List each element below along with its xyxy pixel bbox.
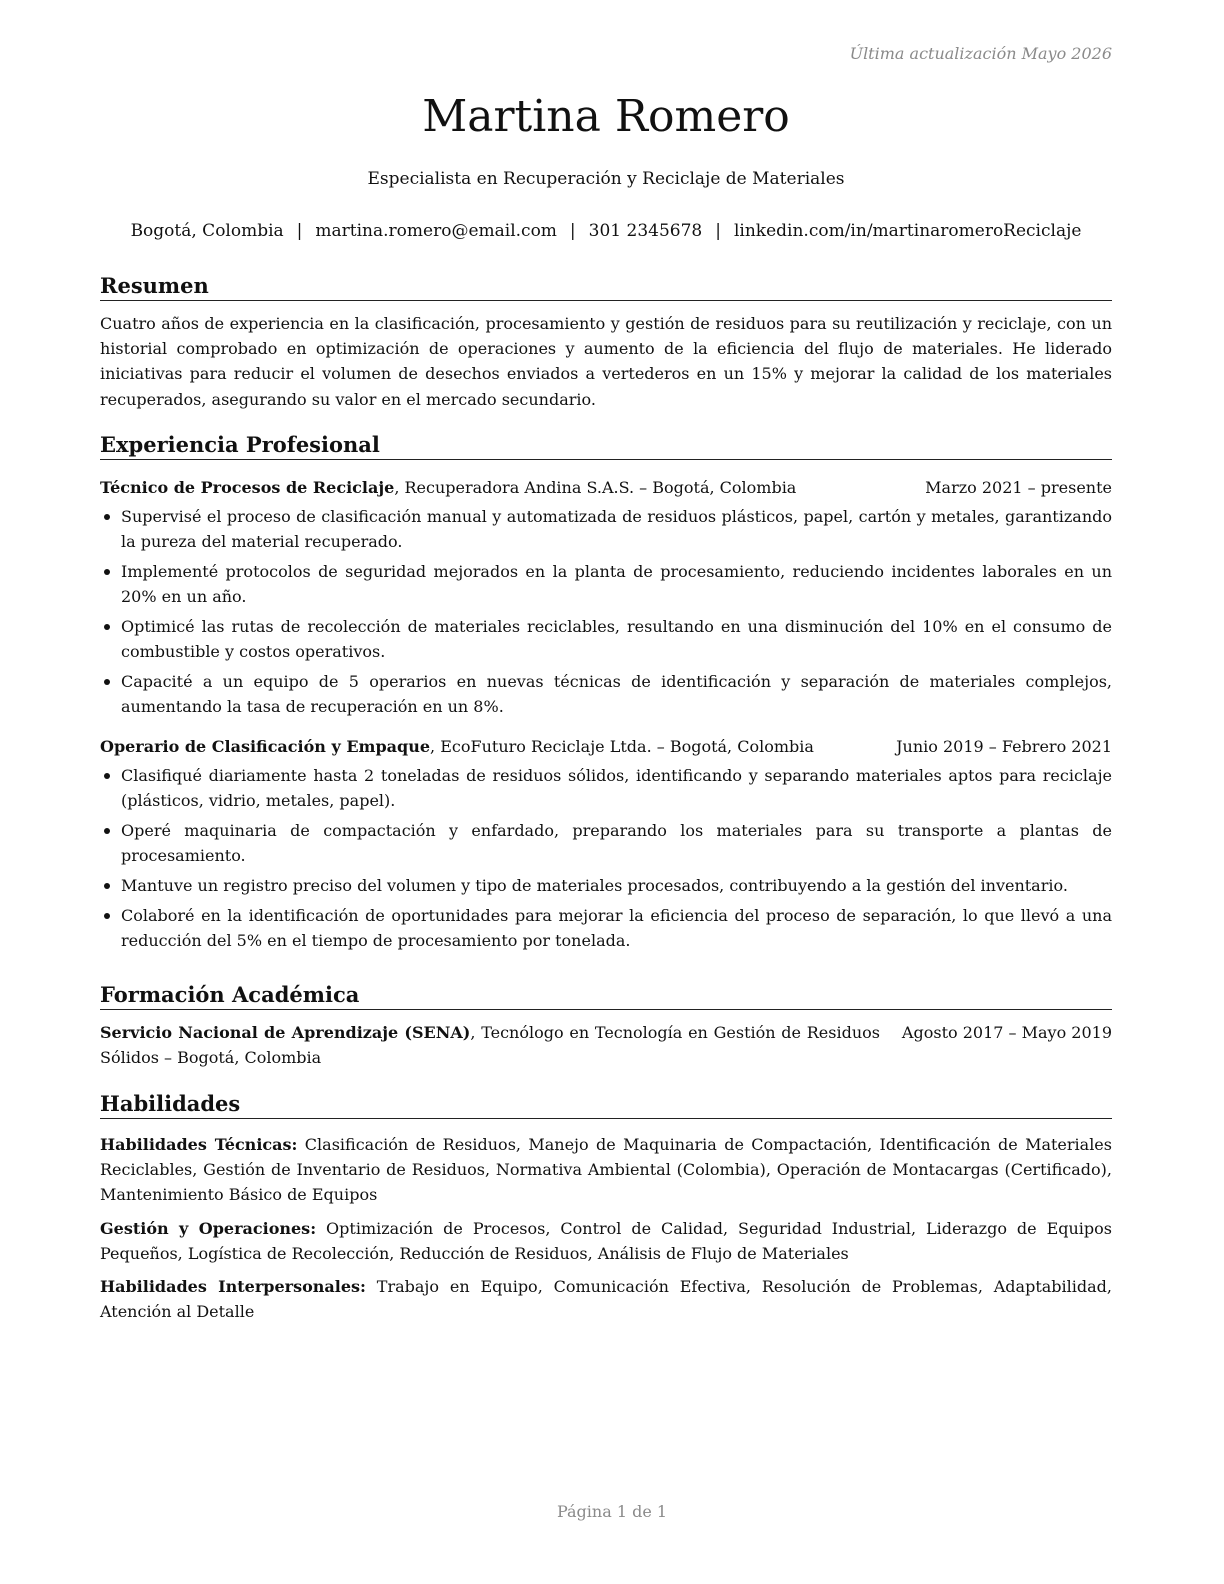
section-heading-skills: Habilidades <box>100 1090 1112 1119</box>
education-section <box>100 981 1112 1070</box>
education-institution: Servicio Nacional de Aprendizaje (SENA) <box>100 1023 471 1042</box>
skill-group <box>100 1216 1112 1266</box>
job-bullet: Implementé protocolos de seguridad mejorados en la planta de procesamiento, reduciendo incidentes laborales en un 20% en un año. <box>100 559 1112 609</box>
job-bullets <box>100 763 1112 953</box>
experience-section <box>100 431 1112 958</box>
skill-group <box>100 1274 1112 1324</box>
job-company: , EcoFuturo Reciclaje Ltda. – Bogotá, Colombia <box>430 737 814 757</box>
job-bullet: Mantuve un registro preciso del volumen y tipo de materiales procesados, contribuyendo a la gestión del inventario. <box>100 873 1112 898</box>
contact-separator: | <box>715 221 721 241</box>
job-bullet: Supervisé el proceso de clasificación manual y automatizada de residuos plásticos, papel, cartón y metales, garantizando la pureza del material recuperado. <box>100 504 1112 554</box>
candidate-title: Especialista en Recuperación y Reciclaje de Materiales <box>367 169 845 189</box>
job-company: , Recuperadora Andina S.A.S. – Bogotá, Colombia <box>394 478 797 497</box>
summary-section <box>100 272 1112 412</box>
education-entry <box>100 1020 1112 1070</box>
contact-location: Bogotá, Colombia <box>130 221 284 241</box>
skill-group-label: Habilidades Interpersonales: <box>100 1277 366 1297</box>
job-role: Operario de Clasificación y Empaque <box>100 737 431 757</box>
page-number: Página 1 de 1 <box>556 1502 668 1521</box>
job-dates: Junio 2019 – Febrero 2021 <box>896 737 1112 757</box>
job-header <box>100 475 1112 500</box>
contact-separator: | <box>569 221 576 241</box>
skill-group-text: Trabajo en Equipo, Comunicación Efectiva, Resolución de Problemas, Adaptabilidad, Atención al Detalle <box>100 1277 1113 1322</box>
job-entry <box>100 734 1112 953</box>
skill-group-text: Clasificación de Residuos, Manejo de Maquinaria de Compactación, Identificación de Materiales Reciclables, Gestión de Inventario de Residuos, Normativa Ambiental (Colombia), Operación de Montacargas (Certificado), Mantenimiento Básico de Equipos <box>100 1135 1112 1205</box>
education-dates: Agosto 2017 – Mayo 2019 <box>901 1023 1112 1042</box>
candidate-name: Martina Romero <box>422 91 790 142</box>
contact-line <box>100 218 1112 244</box>
job-bullet: Optimicé las rutas de recolección de materiales reciclables, resultando en una disminución del 10% en el consumo de combustible y costos operativos. <box>100 614 1112 664</box>
job-bullet: Clasifiqué diariamente hasta 2 toneladas de residuos sólidos, identificando y separando materiales aptos para reciclaje (plásticos, vidrio, metales, papel). <box>100 763 1112 813</box>
skills-section <box>100 1090 1112 1332</box>
job-header <box>100 734 1112 759</box>
contact-separator: | <box>296 221 303 241</box>
last-updated: Última actualización Mayo 2026 <box>849 44 1112 63</box>
resume-page <box>100 0 1112 1584</box>
section-heading-education: Formación Académica <box>100 981 1112 1010</box>
skill-group-label: Gestión y Operaciones: <box>100 1218 317 1238</box>
contact-phone: 301 2345678 <box>588 221 703 241</box>
education-detail: , Tecnólogo en Tecnología en Gestión de Residuos Sólidos – Bogotá, Colombia <box>100 1023 880 1068</box>
section-heading-summary: Resumen <box>100 272 1112 301</box>
job-bullet: Capacité a un equipo de 5 operarios en nuevas técnicas de identificación y separación de materiales complejos, aumentando la tasa de recuperación en un 8%. <box>100 669 1112 719</box>
skill-group <box>100 1132 1112 1208</box>
job-bullet: Operé maquinaria de compactación y enfardado, preparando los materiales para su transporte a plantas de procesamiento. <box>100 818 1112 868</box>
summary-text: Cuatro años de experiencia en la clasificación, procesamiento y gestión de residuos para su reutilización y reciclaje, con un historial comprobado en optimización de operaciones y aumento de la eficiencia del flujo de materiales. He liderado iniciativas para reducir el volumen de desechos enviados a vertederos en un 15% y mejorar la calidad de los materiales recuperados, asegurando su valor en el mercado secundario. <box>100 314 1112 409</box>
skill-group-text: Optimización de Procesos, Control de Calidad, Seguridad Industrial, Liderazgo de Equipos Pequeños, Logística de Recolección, Reducción de Residuos, Análisis de Flujo de Materiales <box>100 1218 1113 1263</box>
job-bullet: Colaboré en la identificación de oportunidades para mejorar la eficiencia del proceso de separación, lo que llevó a una reducción del 5% en el tiempo de procesamiento por tonelada. <box>100 903 1112 953</box>
section-heading-experience: Experiencia Profesional <box>100 431 1112 460</box>
job-entry <box>100 475 1112 719</box>
contact-email[interactable]: martina.romero@email.com <box>315 221 557 241</box>
skill-group-label: Habilidades Técnicas: <box>100 1135 298 1154</box>
job-dates: Marzo 2021 – presente <box>925 478 1112 497</box>
job-role: Técnico de Procesos de Reciclaje <box>100 478 395 497</box>
contact-linkedin[interactable]: linkedin.com/in/martinaromeroReciclaje <box>733 221 1082 241</box>
job-bullets <box>100 504 1112 719</box>
